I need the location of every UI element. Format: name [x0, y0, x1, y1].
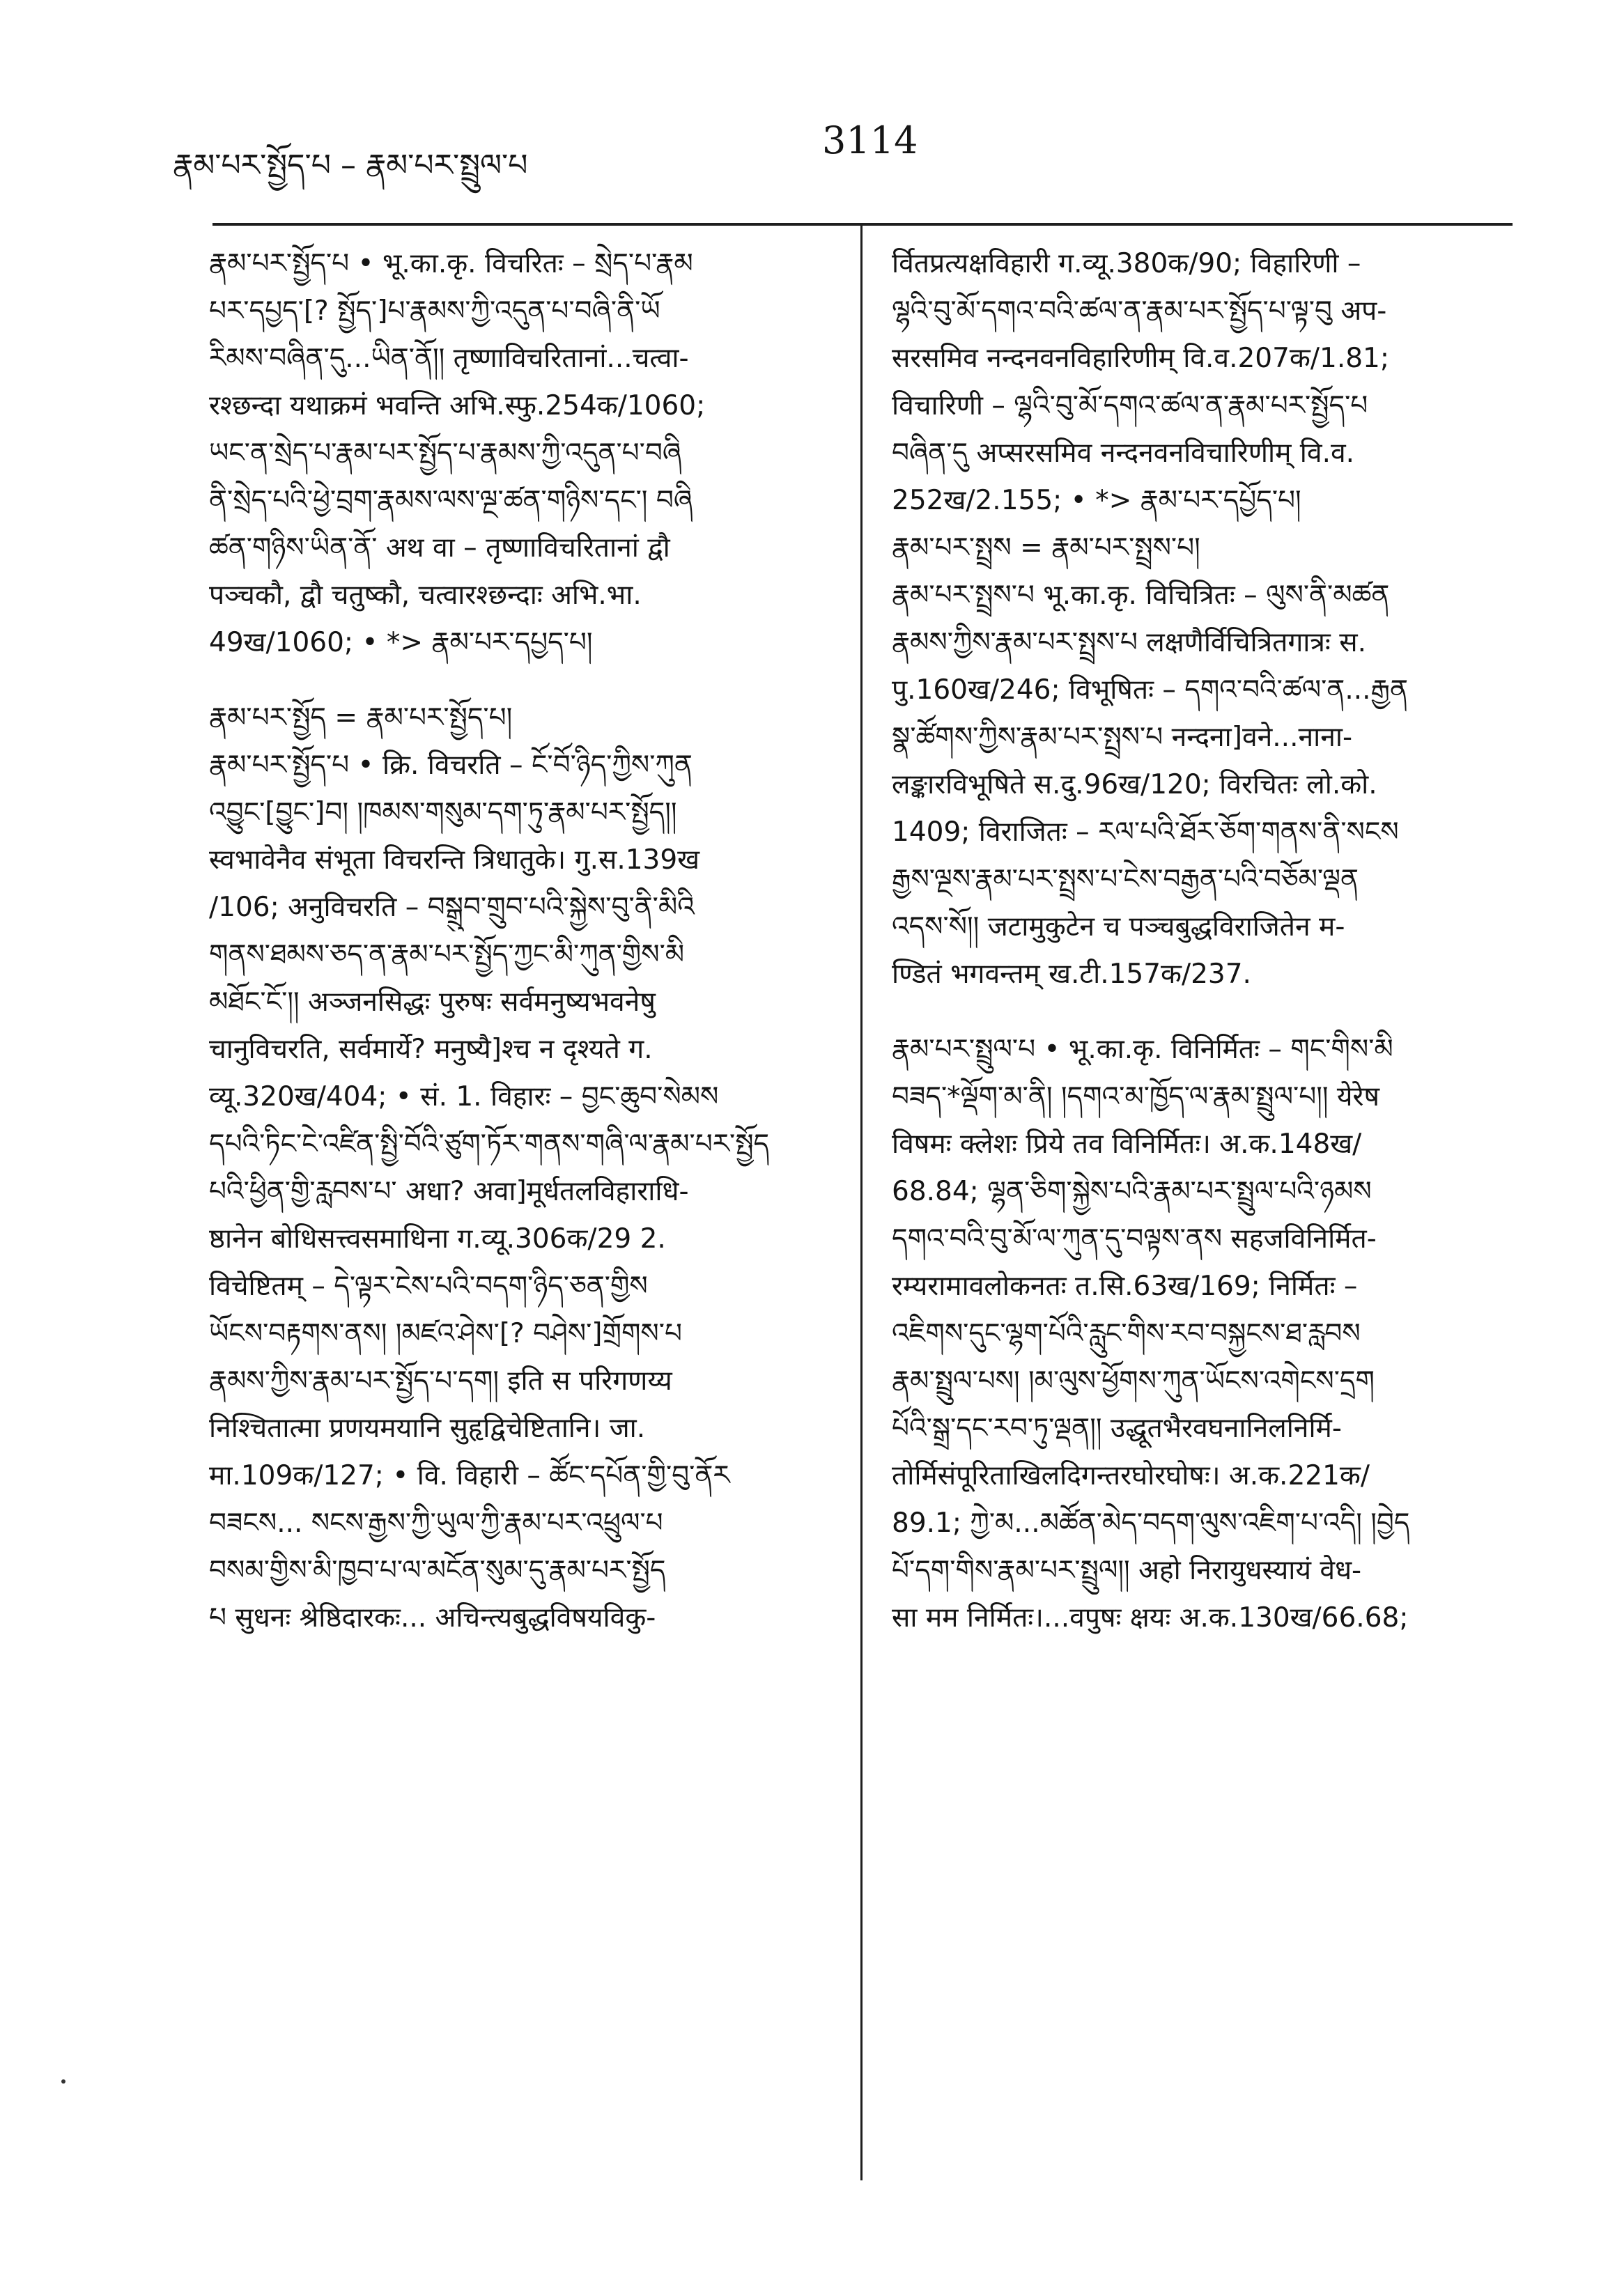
- text-line: པ सुधनः श्रेष्ठिदारकः... अचिन्त्यबुद्धविषयविकु-: [209, 1602, 656, 1634]
- text-line: ཡང་ན་སྲེད་པ་རྣམ་པར་སྤྱོད་པ་རྣམས་ཀྱི་འདུན་པ་བཞི: [209, 437, 682, 469]
- text-line: ལྷའི་བུ་མོ་དགའ་བའི་ཚལ་ན་རྣམ་པར་སྤྱོད་པ་ལྟ་བུ अप-: [892, 295, 1387, 327]
- text-line: रश्छन्दा यथाक्रमं भवन्ति अभि.स्फु.254क/1060;: [209, 390, 706, 421]
- text-line: རྣམ་པར་སྤྲས་པ भू.का.कृ. विचित्रितः – ལུས་ནི་མཚན: [892, 580, 1390, 611]
- text-line: རྣམ་པར་སྤྲུལ་པ • भू.का.कृ. विनिर्मितः – གང་གིས་མི: [892, 1034, 1393, 1065]
- text-line: सा मम निर्मितः।...वपुषः क्षयः अ.क.130ख/66.68;: [892, 1602, 1409, 1634]
- text-line: བཟད་*ལྡོག་མ་ནི། །དགའ་མ་ཁྱོད་ལ་རྣམ་སྤྲུལ་པ།། येरेष: [892, 1081, 1380, 1112]
- text-line: व्यू.320ख/404; • सं. 1. विहारः – བྱང་ཆུབ་སེམས: [209, 1081, 719, 1112]
- text-line: विचारिणी – ལྷའི་བུ་མོ་དགའ་ཚལ་ན་རྣམ་པར་སྤྱོད་པ: [892, 390, 1368, 421]
- text-line: བསམ་གྱིས་མི་ཁྱབ་པ་ལ་མངོན་སུམ་དུ་རྣམ་པར་སྤྱོད: [209, 1555, 666, 1586]
- text-line: 252ख/2.155; • *> རྣམ་པར་དཔྱོད་པ།: [892, 485, 1301, 516]
- stray-mark: [61, 2079, 65, 2084]
- text-line: འབྱུང་[བྱུང་]བ། །ཁམས་གསུམ་དག་ཏུ་རྣམ་པར་སྤྱོད།།: [209, 797, 677, 828]
- text-line: ཡོངས་བརྟགས་ནས། །མཛའ་ཤེས་[? བཤེས་]གྲོགས་པ: [209, 1318, 682, 1349]
- column-divider: [860, 223, 863, 2180]
- text-line: पञ्चकौ, द्वौ चतुष्कौ, चत्वारश्छन्दाः अभि.भा.: [209, 580, 642, 611]
- text-line: र्वितप्रत्यक्षविहारी ग.व्यू.380क/90; विहारिणी –: [892, 248, 1361, 279]
- text-line: རྣམ་པར་སྤྱོད = རྣམ་པར་སྤྱོད་པ།: [209, 702, 513, 734]
- text-line: དགའ་བའི་བུ་མོ་ལ་ཀུན་དུ་བལྟས་ནས सहजविनिर्मित-: [892, 1223, 1377, 1255]
- text-line: तोर्मिसंपूरिताखिलदिगन्तरघोरघोषः। अ.क.221क/: [892, 1460, 1370, 1491]
- text-line: རྣམས་ཀྱིས་རྣམ་པར་སྤྱོད་པ་དག། इति स परिगणय्य: [209, 1365, 672, 1397]
- right-column: [892, 240, 1505, 1642]
- text-line: རྒྱས་ལྔས་རྣམ་པར་སྤྲས་པ་ངེས་བརྒྱན་པའི་བཅོམ་ལྡན: [892, 864, 1359, 895]
- text-line: རྣམ་པར་སྤྱོད་པ • भू.का.कृ. विचरितः – སྲེད་པ་རྣམ: [209, 248, 693, 279]
- text-line: 68.84; ལྷན་ཅིག་སྐྱེས་པའི་རྣམ་པར་སྤྲུལ་པའི་ཉམས: [892, 1176, 1372, 1207]
- text-line: सरसमिव नन्दनवनविहारिणीम् वि.व.207क/1.81;: [892, 343, 1389, 374]
- text-line: /106; अनुविचरति – བསྒྲུབ་གྲུབ་པའི་སྐྱེས་བུ་ནི་མིའི: [209, 892, 695, 923]
- text-line: རྣམས་ཀྱིས་རྣམ་པར་སྤྲས་པ लक्षणैर्विचित्रितगात्रः स.: [892, 627, 1366, 658]
- text-line: རིམས་བཞིན་དུ...ཡིན་ནོ།། तृष्णाविचरितानां...चत्वा-: [209, 343, 689, 374]
- page-header: [0, 118, 1624, 181]
- text-line: 49ख/1060; • *> རྣམ་པར་དཔྱད་པ།: [209, 627, 593, 658]
- header-rule: [212, 223, 1513, 226]
- text-line: པར་དཔྱད་[? སྤྱོད་]པ་རྣམས་ཀྱི་འདུན་པ་བཞི་ནི་ཡོ: [209, 295, 660, 327]
- text-line: ण्डितं भगवन्तम् ख.टी.157क/237.: [892, 959, 1251, 990]
- text-line: 89.1; ཀྱེ་མ...མཚོན་མེད་བདག་ལུས་འཇིག་པ་འདི། །བྱེད: [892, 1507, 1410, 1539]
- text-line: 1409; विराजितः – རལ་པའི་ཐོར་ཅོག་གནས་ནི་སངས: [892, 816, 1399, 848]
- text-line: स्वभावेनैव संभूता विचरन्ति त्रिधातुके। गु.स.139ख: [209, 844, 700, 876]
- left-column: [209, 240, 822, 1642]
- text-line: རྣམ་སྤྲུལ་པས། །མ་ལུས་ཕྱོགས་ཀུན་ཡོངས་འགེངས་དྲག: [892, 1365, 1375, 1397]
- text-line: ष्ठानेन बोधिसत्त्वसमाधिना ग.व्यू.306क/29 2.: [209, 1223, 666, 1255]
- text-line: པོ་དག་གིས་རྣམ་པར་སྤྲུལ།། अहो निरायुधस्यायं वेध-: [892, 1555, 1362, 1586]
- text-line: विषमः क्लेशः प्रिये तव विनिर्मितः। अ.क.148ख/: [892, 1129, 1362, 1160]
- text-line: པའི་ཕྱིན་གྱི་རླབས་པ་ अधा? अवा]मूर्धतलविहाराधि-: [209, 1176, 689, 1207]
- text-line: विचेष्टितम् – དེ་ལྟར་ངེས་པའི་བདག་ཉིད་ཅན་གྱིས: [209, 1271, 648, 1302]
- text-line: བཟངས... སངས་རྒྱས་ཀྱི་ཡུལ་ཀྱི་རྣམ་པར་འཕྲུལ་པ: [209, 1507, 663, 1539]
- running-head: རྣམ་པར་སྤྱོད་པ – རྣམ་པར་སྤྲུལ་པ: [173, 148, 528, 183]
- text-line: ཚན་གཉིས་ཡིན་ནོ་ अथ वा – तृष्णाविचरितानां द्वौ: [209, 532, 670, 564]
- page-number: 3114: [822, 118, 918, 162]
- paragraph-gap: [892, 998, 1505, 1026]
- text-line: སྣ་ཚོགས་ཀྱིས་རྣམ་པར་སྤྲས་པ नन्दना]वने...नाना-: [892, 722, 1353, 753]
- text-line: ནི་སྲེད་པའི་ཕྱེ་བྲག་རྣམས་ལས་ལྔ་ཚན་གཉིས་དང་། བཞི: [209, 485, 693, 516]
- text-line: मा.109क/127; • वि. विहारी – ཚོང་དཔོན་གྱི་བུ་ནོར: [209, 1460, 730, 1491]
- text-line: पु.160ख/246; विभूषितः – དགའ་བའི་ཚལ་ན...རྒྱན: [892, 674, 1408, 706]
- text-line: གནས་ཐམས་ཅད་ན་རྣམ་པར་སྤྱོད་ཀྱང་མི་ཀུན་གྱིས་མི: [209, 939, 685, 970]
- text-line: རྣམ་པར་སྤྱོད་པ • क्रि. विचरति – ངོ་བོ་ཉིད་ཀྱིས་ཀུན: [209, 750, 693, 781]
- text-line: रम्यरामावलोकनतः त.सि.63ख/169; निर्मितः –: [892, 1271, 1358, 1302]
- text-line: लङ्कारविभूषिते स.दु.96ख/120; विरचितः लो.को.: [892, 769, 1377, 800]
- text-line: བཞིན་དུ अप्सरसमिव नन्दनवनविचारिणीम् वि.व.: [892, 437, 1355, 469]
- paragraph-gap: [209, 667, 822, 695]
- text-line: འདས་སོ།། जटामुकुटेन च पञ्चबुद्धविराजितेन म-: [892, 911, 1345, 943]
- text-line: རྣམ་པར་སྤྲས = རྣམ་པར་སྤྲས་པ།: [892, 532, 1200, 564]
- text-line: མཐོང་ངོ་།། अञ्जनसिद्धः पुरुषः सर्वमनुष्यभवनेषु: [209, 986, 656, 1018]
- text-line: निश्चितात्मा प्रणयमयानि सुहृद्विचेष्टितानि। जा.: [209, 1413, 646, 1444]
- text-line: चानुविचरति, सर्वमार्ये? मनुष्यै]श्च न दृश्यते ग.: [209, 1034, 653, 1065]
- text-line: པོའི་སྒྲ་དང་རབ་ཏུ་ལྡན།། उद्धूतभैरवघनानिलनिर्मि-: [892, 1413, 1342, 1444]
- text-line: དཔའི་ཏིང་ངེ་འཛིན་སྤྱི་བོའི་ཙུག་ཏོར་གནས་གཞི་ལ་རྣམ་པར་སྤྱོད: [209, 1129, 770, 1160]
- text-line: འཇིགས་དུང་ལྷག་པོའི་རླུང་གིས་རབ་བསྐྱངས་ཐ་རླབས: [892, 1318, 1361, 1349]
